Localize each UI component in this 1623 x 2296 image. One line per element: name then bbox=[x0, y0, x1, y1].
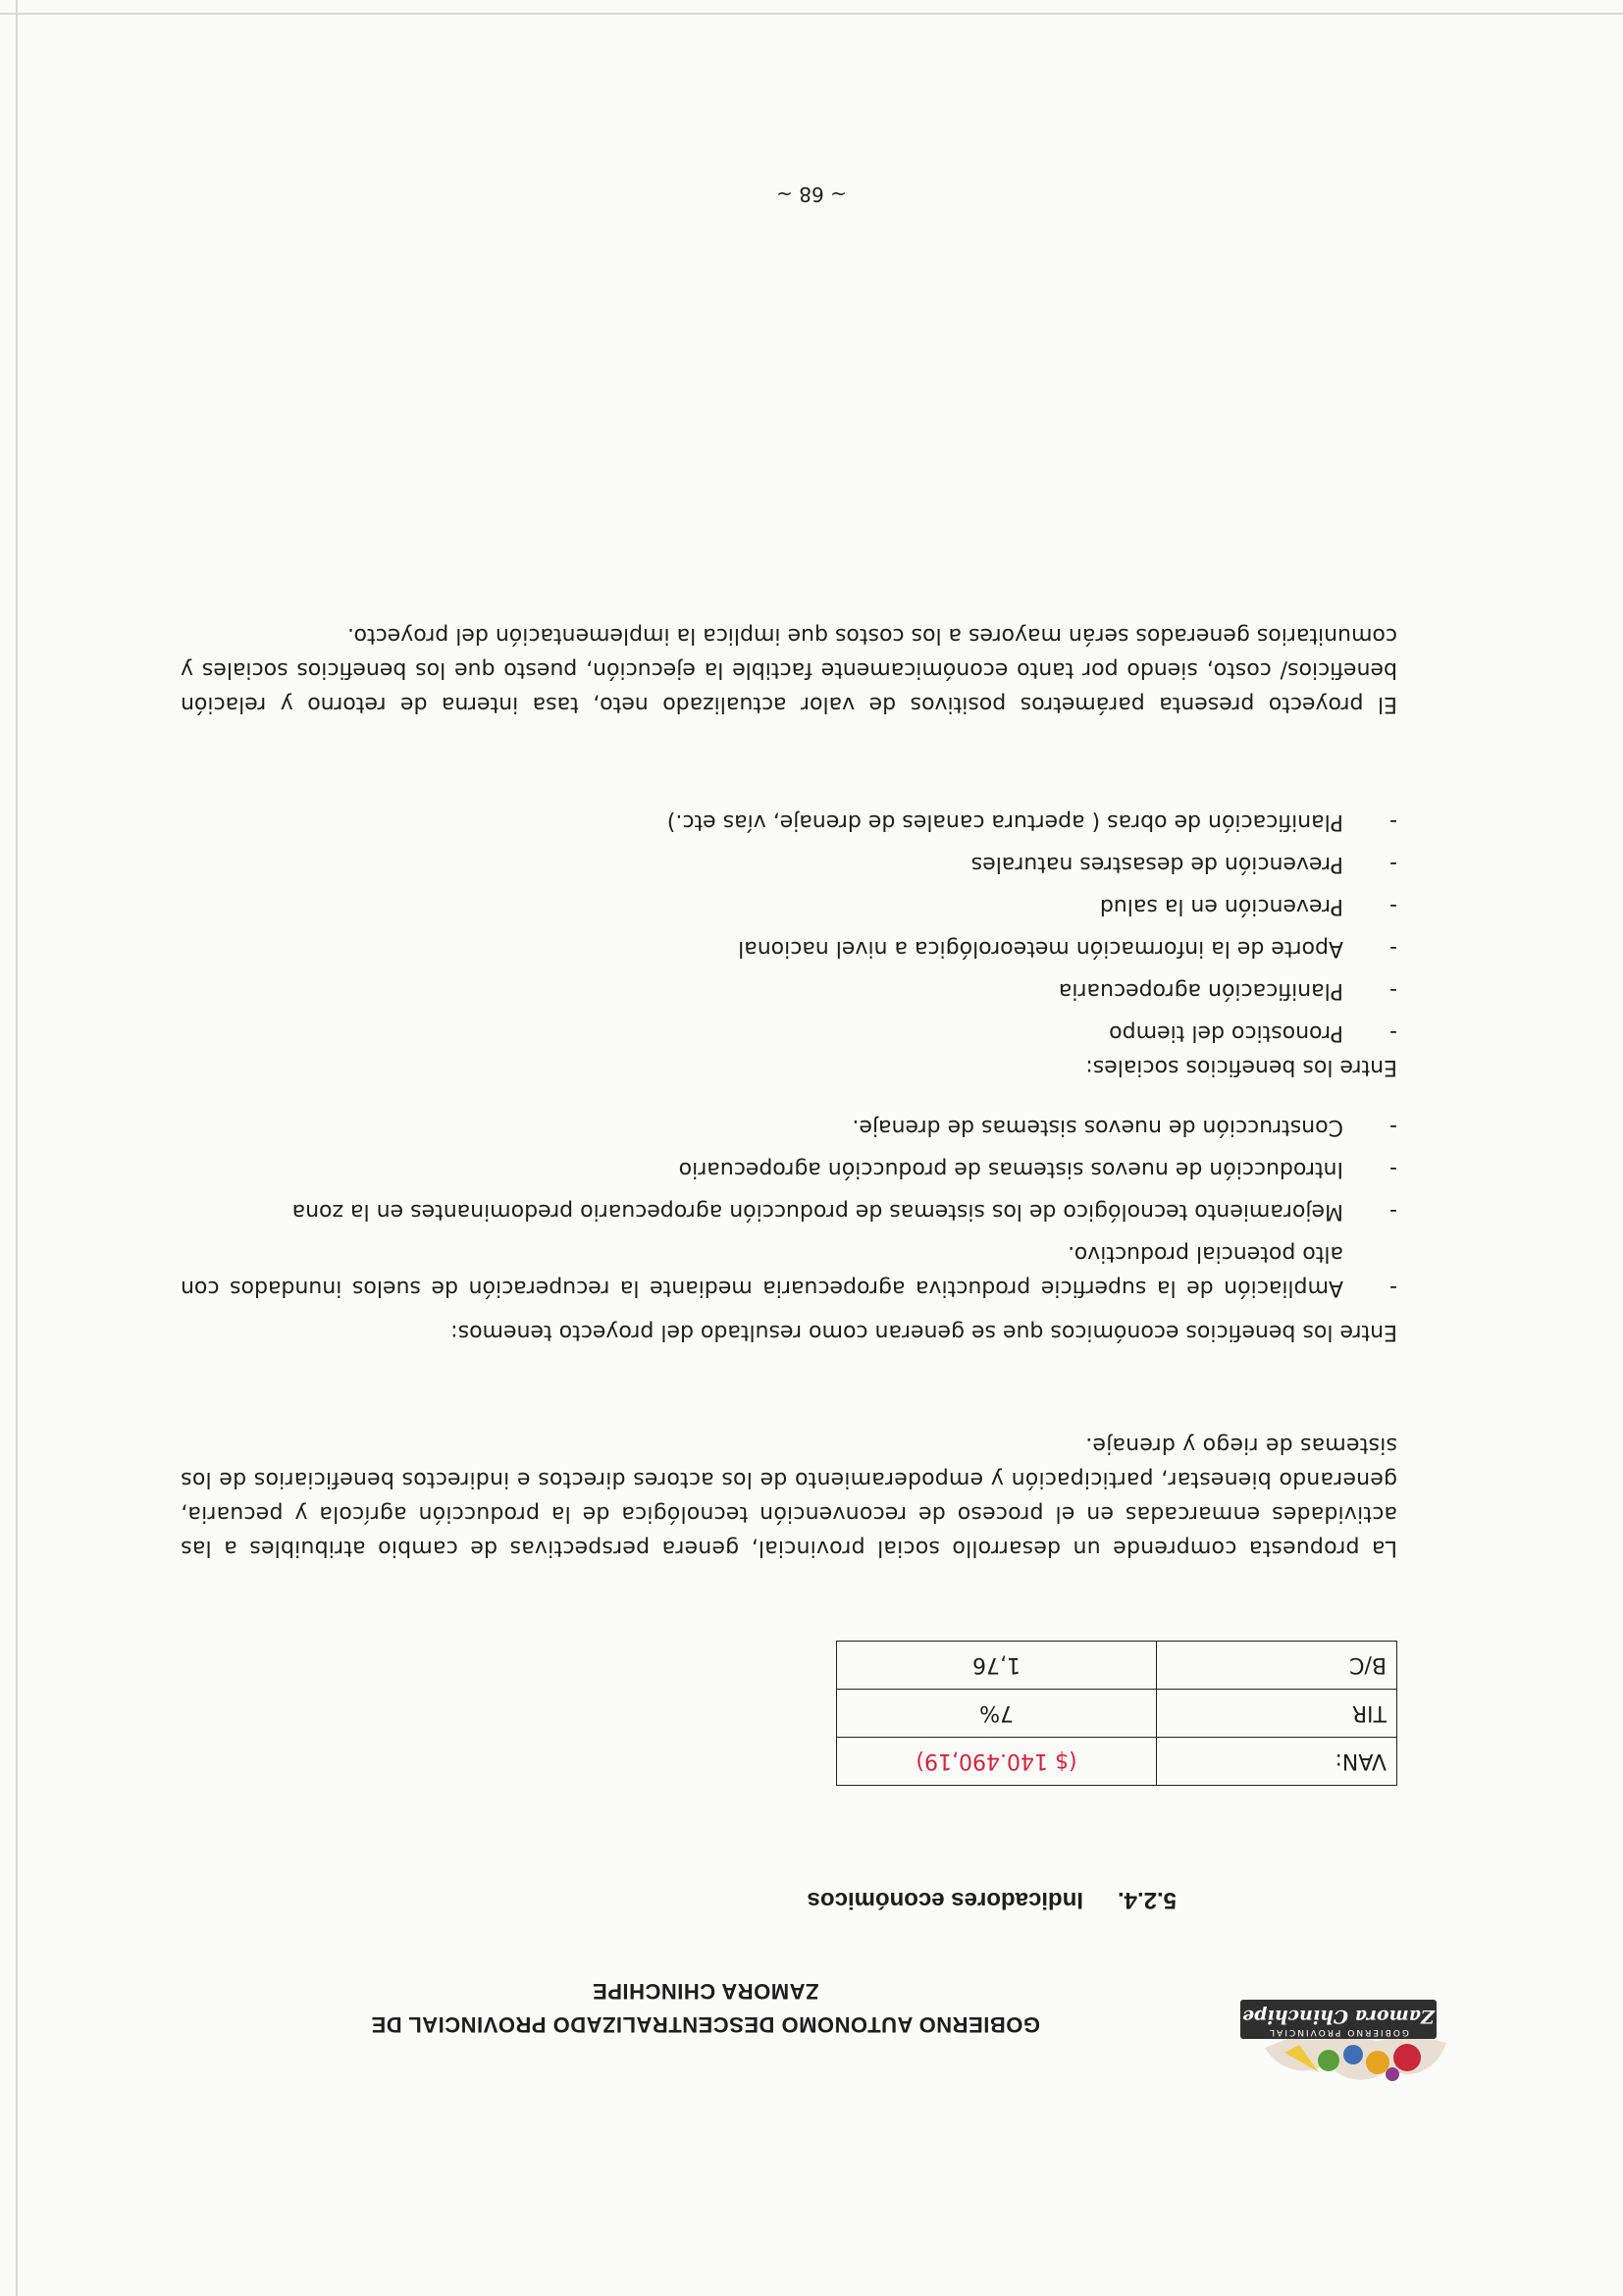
list-item-text: Planificación agropecuaria bbox=[1058, 978, 1343, 1003]
list-marker: - bbox=[1389, 936, 1397, 961]
list-item bbox=[181, 1194, 1397, 1228]
list-marker: - bbox=[1389, 809, 1397, 834]
list-item-text: Ampliación de la superficie productiva agropecuaria mediante la recuperación de suelos inundados con alto potencial productivo. bbox=[181, 1241, 1343, 1300]
indicator-label: B/C bbox=[1157, 1642, 1397, 1690]
indicator-label: VAN: bbox=[1157, 1738, 1397, 1786]
provincial-logo bbox=[1240, 1967, 1476, 2100]
list-item-text: Construcción de nuevos sistemas de drenaje. bbox=[852, 1115, 1343, 1139]
list-item-text: Pronostico del tiempo bbox=[1109, 1020, 1343, 1045]
table-row bbox=[837, 1690, 1397, 1738]
list-item bbox=[181, 847, 1397, 881]
list-marker: - bbox=[1389, 1199, 1397, 1224]
list-marker: - bbox=[1389, 1115, 1397, 1139]
page-header bbox=[102, 1962, 1476, 2100]
social-benefits-list bbox=[181, 797, 1397, 1050]
list-marker: - bbox=[1389, 852, 1397, 876]
list-item-text: Mejoramiento tecnológico de los sistemas de producción agropecuario predominantes en la zona bbox=[291, 1199, 1343, 1224]
scan-edge-right bbox=[16, 0, 18, 2296]
list-item bbox=[181, 805, 1397, 839]
list-item-text: Introducción de nuevos sistemas de producción agropecuario bbox=[678, 1157, 1343, 1181]
economic-indicators-table bbox=[836, 1641, 1397, 1786]
logo-brand: Zamora Chinchipe bbox=[1242, 2006, 1435, 2027]
table-row bbox=[837, 1738, 1397, 1786]
institution-title-line2: ZAMORA CHINCHIPE bbox=[592, 1979, 819, 2004]
section-title: Indicadores económicos bbox=[807, 1887, 1083, 1913]
list-item-text: Prevención de desastres naturales bbox=[970, 852, 1343, 876]
list-item-text: Planificación de obras ( apertura canales de drenaje, vías etc.) bbox=[666, 809, 1343, 834]
page-number: ~ 68 ~ bbox=[776, 183, 847, 206]
economic-benefits-intro: Entre los beneficios económicos que se generan como resultado del proyecto tenemos: bbox=[450, 1320, 1397, 1344]
institution-title-line1: GOBIERNO AUTONOMO DESCENTRALIZADO PROVINCIAL DE bbox=[371, 2012, 1040, 2037]
list-item bbox=[181, 1152, 1397, 1186]
list-item-text: Prevención en la salud bbox=[1099, 894, 1343, 918]
list-marker: - bbox=[1389, 1276, 1397, 1300]
intro-paragraph: La propuesta comprende un desarrollo social provincial, genera perspectivas de cambio atribuibles a las actividades enmarcadas en el proceso de reconvención tecnológica de la producción agrícola y pecuaria, generando bienestar, participación y empoderamiento de los actores directos e indirectos beneficiarios de los sistemas de riego y drenaje. bbox=[181, 1433, 1397, 1560]
social-benefits-intro: Entre los beneficios sociales: bbox=[1085, 1055, 1397, 1079]
institution-title bbox=[342, 1974, 1069, 2041]
list-item-text: Aporte de la información meteorológica a nivel nacional bbox=[738, 936, 1343, 961]
list-item bbox=[181, 1236, 1397, 1305]
list-marker: - bbox=[1389, 894, 1397, 918]
list-marker: - bbox=[1389, 978, 1397, 1003]
economic-benefits-list bbox=[181, 1102, 1397, 1305]
logo-splash-icon bbox=[1250, 2033, 1466, 2092]
conclusion-paragraph: El proyecto presenta parámetros positivos de valor actualizado neto, tasa interna de retorno y relación beneficios/ costo, siendo por tanto económicamente factible la ejecución, puesto que los beneficios sociales y comunitarios generados serán mayores a los costos que implica la implementación del proyecto. bbox=[181, 623, 1397, 716]
list-marker: - bbox=[1389, 1157, 1397, 1181]
list-marker: - bbox=[1389, 1020, 1397, 1045]
indicator-value: 7% bbox=[837, 1690, 1157, 1738]
list-item bbox=[181, 973, 1397, 1008]
list-item bbox=[181, 1110, 1397, 1144]
logo-small-text: GOBIERNO PROVINCIAL bbox=[1268, 2027, 1409, 2037]
section-heading bbox=[808, 1886, 1177, 1913]
list-item bbox=[181, 889, 1397, 923]
list-item bbox=[181, 1016, 1397, 1050]
scan-edge-bottom bbox=[0, 13, 1623, 15]
table-row bbox=[837, 1642, 1397, 1690]
logo-plate bbox=[1240, 2000, 1437, 2039]
list-item bbox=[181, 931, 1397, 965]
indicator-label: TIR bbox=[1157, 1690, 1397, 1738]
indicator-value: ($ 140.490,19) bbox=[837, 1738, 1157, 1786]
section-number: 5.2.4. bbox=[1117, 1887, 1177, 1913]
indicator-value: 1,76 bbox=[837, 1642, 1157, 1690]
